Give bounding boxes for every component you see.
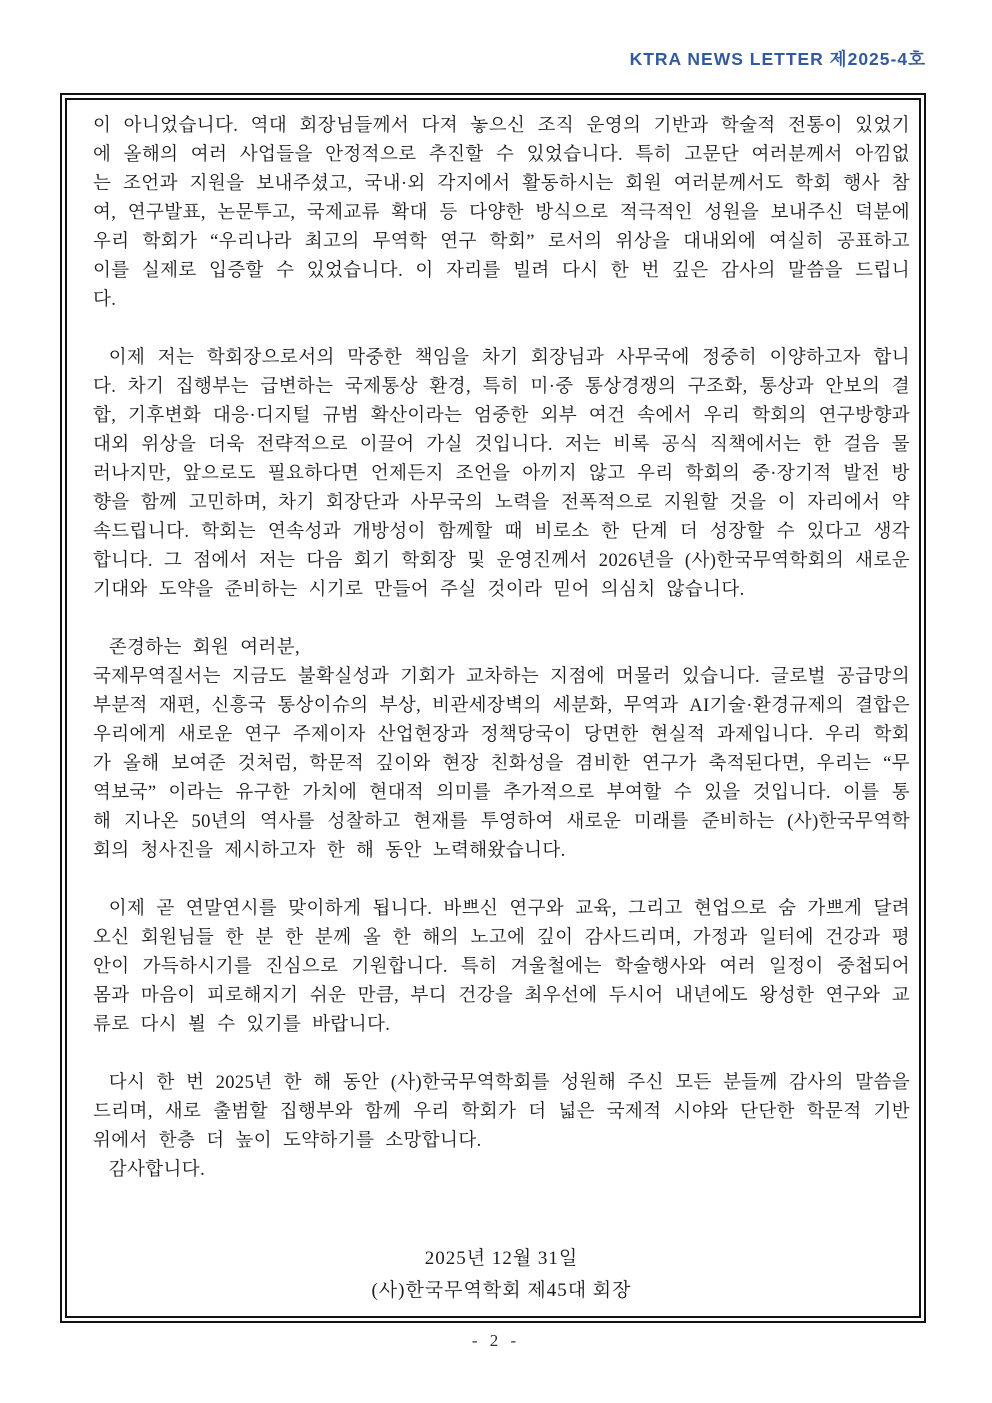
signature-name-line: [93, 1309, 910, 1318]
letter-paragraph-year-end: 이제 곧 연말연시를 맞이하게 됩니다. 바쁘신 연구와 교육, 그리고 현업으로 숨 가쁘게 달려오신 회원님들 한 분 한 분께 올 한 해의 노고에 깊이 감사드리며, 가정과 일터에 건강과 평안이 가득하시기를 진심으로 기원합니다. 특히 겨울철에는 학술행사와 여러 일정이 중첩되어 몸과 마음이 피로해지기 쉬운 만큼, 부디 건강을 최우선에 두시어 내년에도 왕성한 연구와 교류로 다시 뵐 수 있기를 바랍니다.: [93, 899, 910, 1035]
page-number: - 2 -: [471, 1331, 521, 1350]
signature-block: [93, 1243, 910, 1318]
newsletter-header-title: KTRA NEWS LETTER 제2025-4호: [629, 49, 926, 69]
letter-paragraph-trade-order: 국제무역질서는 지금도 불확실성과 기회가 교차하는 지점에 머물러 있습니다. 글로벌 공급망의 부분적 재편, 신흥국 통상이슈의 부상, 비관세장벽의 세분화, 무역과 AI기술·환경규제의 결합은 우리에게 새로운 연구 주제이자 산업현장과 정책당국이 당면한 현실적 과제입니다. 우리 학회가 올해 보여준 것처럼, 학문적 깊이와 현장 친화성을 겸비한 연구가 축적된다면, 우리는 “무역보국” 이라는 유구한 가치에 현대적 의미를 추가적으로 부여할 수 있을 것입니다. 이를 통해 지나온 50년의 역사를 성찰하고 현재를 투영하여 새로운 미래를 준비하는 (사)한국무역학회의 청사진을 제시하고자 한 해 동안 노력해왔습니다.: [93, 667, 910, 861]
signature-title: (사)한국무역학회 제45대 회장: [371, 1280, 632, 1301]
letter-paragraph-closing: 다시 한 번 2025년 한 해 동안 (사)한국무역학회를 성원해 주신 모든 분들께 감사의 말씀을 드리며, 새로 출범할 집행부와 함께 우리 학회가 더 넓은 국제적 시야와 단단한 학문적 기반 위에서 한층 더 높이 도약하기를 소망합니다.: [93, 1073, 910, 1151]
letter-paragraph-continuation: 이 아니었습니다. 역대 회장님들께서 다져 놓으신 조직 운영의 기반과 학술적 전통이 있었기에 올해의 여러 사업들을 안정적으로 추진할 수 있었습니다. 특히 고문단 여러분께서 아낌없는 조언과 지원을 보내주셨고, 국내·외 각지에서 활동하시는 회원 여러분께서도 학회 행사 참여, 연구발표, 논문투고, 국제교류 확대 등 다양한 방식으로 적극적인 성원을 보내주신 덕분에 우리 학회가 “우리나라 최고의 무역학 연구 학회” 로서의 위상을 대내외에 여실히 공표하고 이를 실제로 입증할 수 있었습니다. 이 자리를 빌려 다시 한 번 깊은 감사의 말씀을 드립니다.: [93, 116, 910, 310]
letter-salutation: 존경하는 회원 여러분,: [108, 638, 301, 658]
letter-border-box: [60, 93, 926, 1323]
signature-date: 2025년 12월 31일: [424, 1248, 579, 1269]
signature-name: [429, 1317, 531, 1318]
letter-paragraph-handover: 이제 저는 학회장으로서의 막중한 책임을 차기 회장님과 사무국에 정중히 이양하고자 합니다. 차기 집행부는 급변하는 국제통상 환경, 특히 미·중 통상경쟁의 구조화, 통상과 안보의 결합, 기후변화 대응·디지털 규범 확산이라는 엄중한 외부 여건 속에서 우리 학회의 연구방향과 대외 위상을 더욱 전략적으로 이끌어 가실 것입니다. 저는 비록 공식 직책에서는 한 걸음 물러나지만, 앞으로도 필요하다면 언제든지 조언을 아끼지 않고 우리 학회의 중·장기적 발전 방향을 함께 고민하며, 차기 회장단과 사무국의 노력을 전폭적으로 지원할 것을 이 자리에서 약속드립니다. 학회는 연속성과 개방성이 함께할 때 비로소 한 단계 더 성장할 수 있다고 생각합니다. 그 점에서 저는 다음 회기 학회장 및 운영진께서 2026년을 (사)한국무역학회의 새로운 기대와 도약을 준비하는 시기로 만들어 주실 것이라 믿어 의심치 않습니다.: [93, 348, 910, 600]
letter-thanks-line: 감사합니다.: [108, 1160, 206, 1180]
letter-content: [65, 98, 921, 1318]
